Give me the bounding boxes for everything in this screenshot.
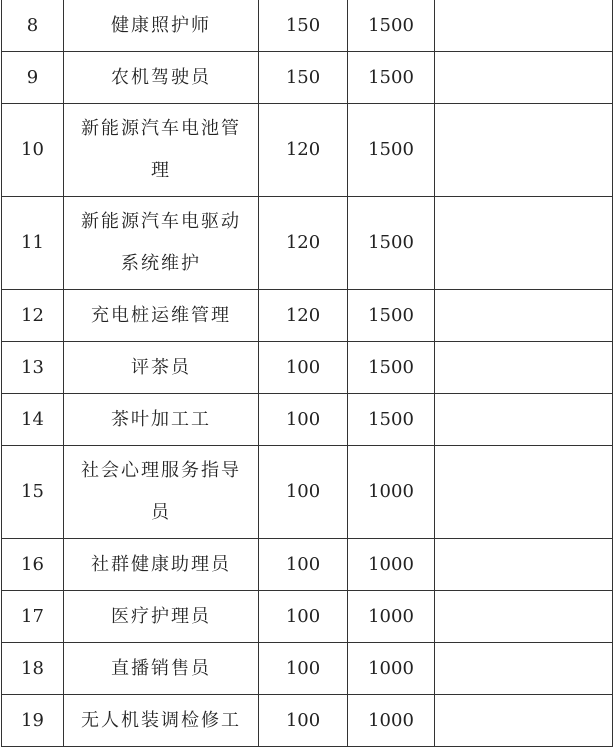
remark-cell: [435, 394, 613, 446]
row-number: 12: [2, 290, 64, 342]
remark-cell: [435, 539, 613, 591]
subsidy-value: 1000: [348, 446, 435, 539]
remark-cell: [435, 591, 613, 643]
table-row: [2, 197, 613, 290]
occupation-name: 无人机装调检修工: [64, 695, 259, 747]
table-row: [2, 342, 613, 394]
row-number: 16: [2, 539, 64, 591]
occupation-name: 农机驾驶员: [64, 52, 259, 104]
remark-cell: [435, 342, 613, 394]
row-number: 17: [2, 591, 64, 643]
subsidy-value: 1000: [348, 591, 435, 643]
remark-cell: [435, 104, 613, 197]
table-row: [2, 446, 613, 539]
subsidy-value: 1500: [348, 197, 435, 290]
occupation-name: 新能源汽车电池管理: [64, 104, 259, 197]
occupation-name: 评茶员: [64, 342, 259, 394]
hours-value: 100: [259, 591, 348, 643]
row-number: 19: [2, 695, 64, 747]
row-number: 8: [2, 0, 64, 52]
row-number: 15: [2, 446, 64, 539]
hours-value: 100: [259, 394, 348, 446]
table-row: [2, 643, 613, 695]
table-row: [2, 290, 613, 342]
row-number: 14: [2, 394, 64, 446]
occupation-name: 健康照护师: [64, 0, 259, 52]
hours-value: 120: [259, 104, 348, 197]
row-number: 10: [2, 104, 64, 197]
subsidy-value: 1500: [348, 0, 435, 52]
subsidy-value: 1000: [348, 695, 435, 747]
hours-value: 120: [259, 197, 348, 290]
occupation-name: 社会心理服务指导员: [64, 446, 259, 539]
remark-cell: [435, 643, 613, 695]
subsidy-value: 1500: [348, 394, 435, 446]
hours-value: 120: [259, 290, 348, 342]
occupation-name: 新能源汽车电驱动系统维护: [64, 197, 259, 290]
hours-value: 100: [259, 695, 348, 747]
hours-value: 100: [259, 446, 348, 539]
table-row: [2, 0, 613, 52]
table-row: [2, 591, 613, 643]
subsidy-value: 1500: [348, 342, 435, 394]
row-number: 11: [2, 197, 64, 290]
table-row: [2, 104, 613, 197]
occupation-name: 医疗护理员: [64, 591, 259, 643]
remark-cell: [435, 197, 613, 290]
subsidy-value: 1000: [348, 643, 435, 695]
table-row: [2, 52, 613, 104]
table-row: [2, 539, 613, 591]
occupation-name: 充电桩运维管理: [64, 290, 259, 342]
hours-value: 100: [259, 539, 348, 591]
row-number: 13: [2, 342, 64, 394]
hours-value: 100: [259, 643, 348, 695]
remark-cell: [435, 52, 613, 104]
subsidy-value: 1500: [348, 290, 435, 342]
occupation-name: 茶叶加工工: [64, 394, 259, 446]
subsidy-value: 1000: [348, 539, 435, 591]
hours-value: 150: [259, 52, 348, 104]
training-table: [1, 0, 613, 747]
row-number: 9: [2, 52, 64, 104]
occupation-name: 社群健康助理员: [64, 539, 259, 591]
occupation-name: 直播销售员: [64, 643, 259, 695]
table-row: [2, 695, 613, 747]
hours-value: 150: [259, 0, 348, 52]
subsidy-value: 1500: [348, 104, 435, 197]
remark-cell: [435, 0, 613, 52]
hours-value: 100: [259, 342, 348, 394]
remark-cell: [435, 290, 613, 342]
table-row: [2, 394, 613, 446]
remark-cell: [435, 446, 613, 539]
remark-cell: [435, 695, 613, 747]
row-number: 18: [2, 643, 64, 695]
subsidy-value: 1500: [348, 52, 435, 104]
